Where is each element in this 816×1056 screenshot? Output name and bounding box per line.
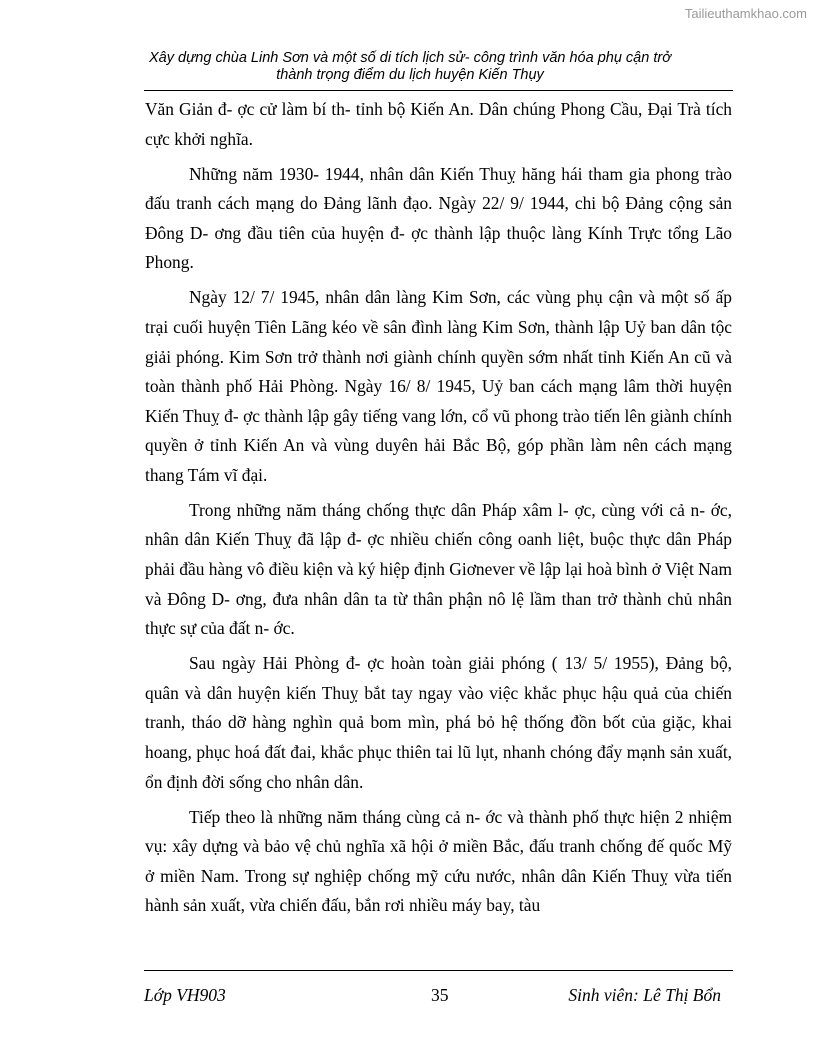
page-footer bbox=[144, 985, 733, 1009]
paragraph-1: Văn Giản đ- ợc cử làm bí th- tỉnh bộ Kiến An. Dân chúng Phong Cầu, Đại Trà tích cực khởi nghĩa. bbox=[145, 99, 732, 149]
paragraph-4: Trong những năm tháng chống thực dân Pháp xâm l- ợc, cùng với cả n- ớc, nhân dân Kiến Thuỵ đã lập đ- ợc nhiều chiến công oanh liệt, buộc thực dân Pháp phải đầu hàng vô điều kiện và ký hiệp định Giơnever về lập lại hoà bình ở Việt Nam và Đông D- ơng, đưa nhân dân ta từ thân phận nô lệ lầm than trở thành chủ nhân thực sự của đất n- ớc. bbox=[145, 499, 732, 639]
document-body bbox=[145, 95, 732, 926]
paragraph-3: Ngày 12/ 7/ 1945, nhân dân làng Kim Sơn, các vùng phụ cận và một số ấp trại cuối huyện Tiên Lãng kéo về sân đình làng Kim Sơn, thành lập Uỷ ban dân tộc giải phóng. Kim Sơn trở thành nơi giành chính quyền sớm nhất tỉnh Kiến An cũ và toàn thành phố Hải Phòng. Ngày 16/ 8/ 1945, Uỷ ban cách mạng lâm thời huyện Kiến Thuỵ đ- ợc thành lập gây tiếng vang lớn, cổ vũ phong trào tiến lên giành chính quyền ở tỉnh Kiến An và vùng duyên hải Bắc Bộ, góp phần làm nên cách mạng thang Tám vĩ đại. bbox=[145, 287, 732, 485]
paragraph-6: Tiếp theo là những năm tháng cùng cả n- ớc và thành phố thực hiện 2 nhiệm vụ: xây dựng và bảo vệ chủ nghĩa xã hội ở miền Bắc, đấu tranh chống đế quốc Mỹ ở miền Nam. Trong sự nghiệp chống mỹ cứu nước, nhân dân Kiến Thuỵ vừa tiến hành sản xuất, vừa chiến đấu, bắn rơi nhiều máy bay, tàu bbox=[145, 806, 732, 916]
watermark-text: Tailieuthamkhao.com bbox=[684, 6, 807, 21]
page-number: 35 bbox=[431, 985, 449, 1005]
footer-divider bbox=[144, 970, 733, 971]
header-title-line-1: Xây dựng chùa Linh Sơn và một số di tích lịch sử- công trình văn hóa phụ cận trở bbox=[149, 50, 671, 66]
footer-class-label: Lớp VH903 bbox=[144, 985, 226, 1005]
paragraph-2: Những năm 1930- 1944, nhân dân Kiến Thuỵ hăng hái tham gia phong trào đấu tranh cách mạng do Đảng lãnh đạo. Ngày 22/ 9/ 1944, chi bộ Đảng cộng sản Đông D- ơng đầu tiên của huyện đ- ợc thành lập thuộc làng Kính Trực tổng Lão Phong. bbox=[145, 163, 732, 273]
page-header bbox=[120, 50, 700, 84]
header-title-line-2: thành trọng điểm du lịch huyện Kiến Thụy bbox=[276, 67, 544, 83]
footer-student-name: Sinh viên: Lê Thị Bổn bbox=[568, 985, 721, 1005]
header-divider bbox=[144, 90, 733, 91]
paragraph-5: Sau ngày Hải Phòng đ- ợc hoàn toàn giải phóng ( 13/ 5/ 1955), Đảng bộ, quân và dân huyện kiến Thuỵ bắt tay ngay vào việc khắc phục hậu quả của chiến tranh, tháo dỡ hàng nghìn quả bom mìn, phá bỏ hệ thống đồn bốt của giặc, khai hoang, phục hoá đất đai, khắc phục thiên tai lũ lụt, nhanh chóng đẩy mạnh sản xuất, ổn định đời sống cho nhân dân. bbox=[145, 653, 732, 792]
